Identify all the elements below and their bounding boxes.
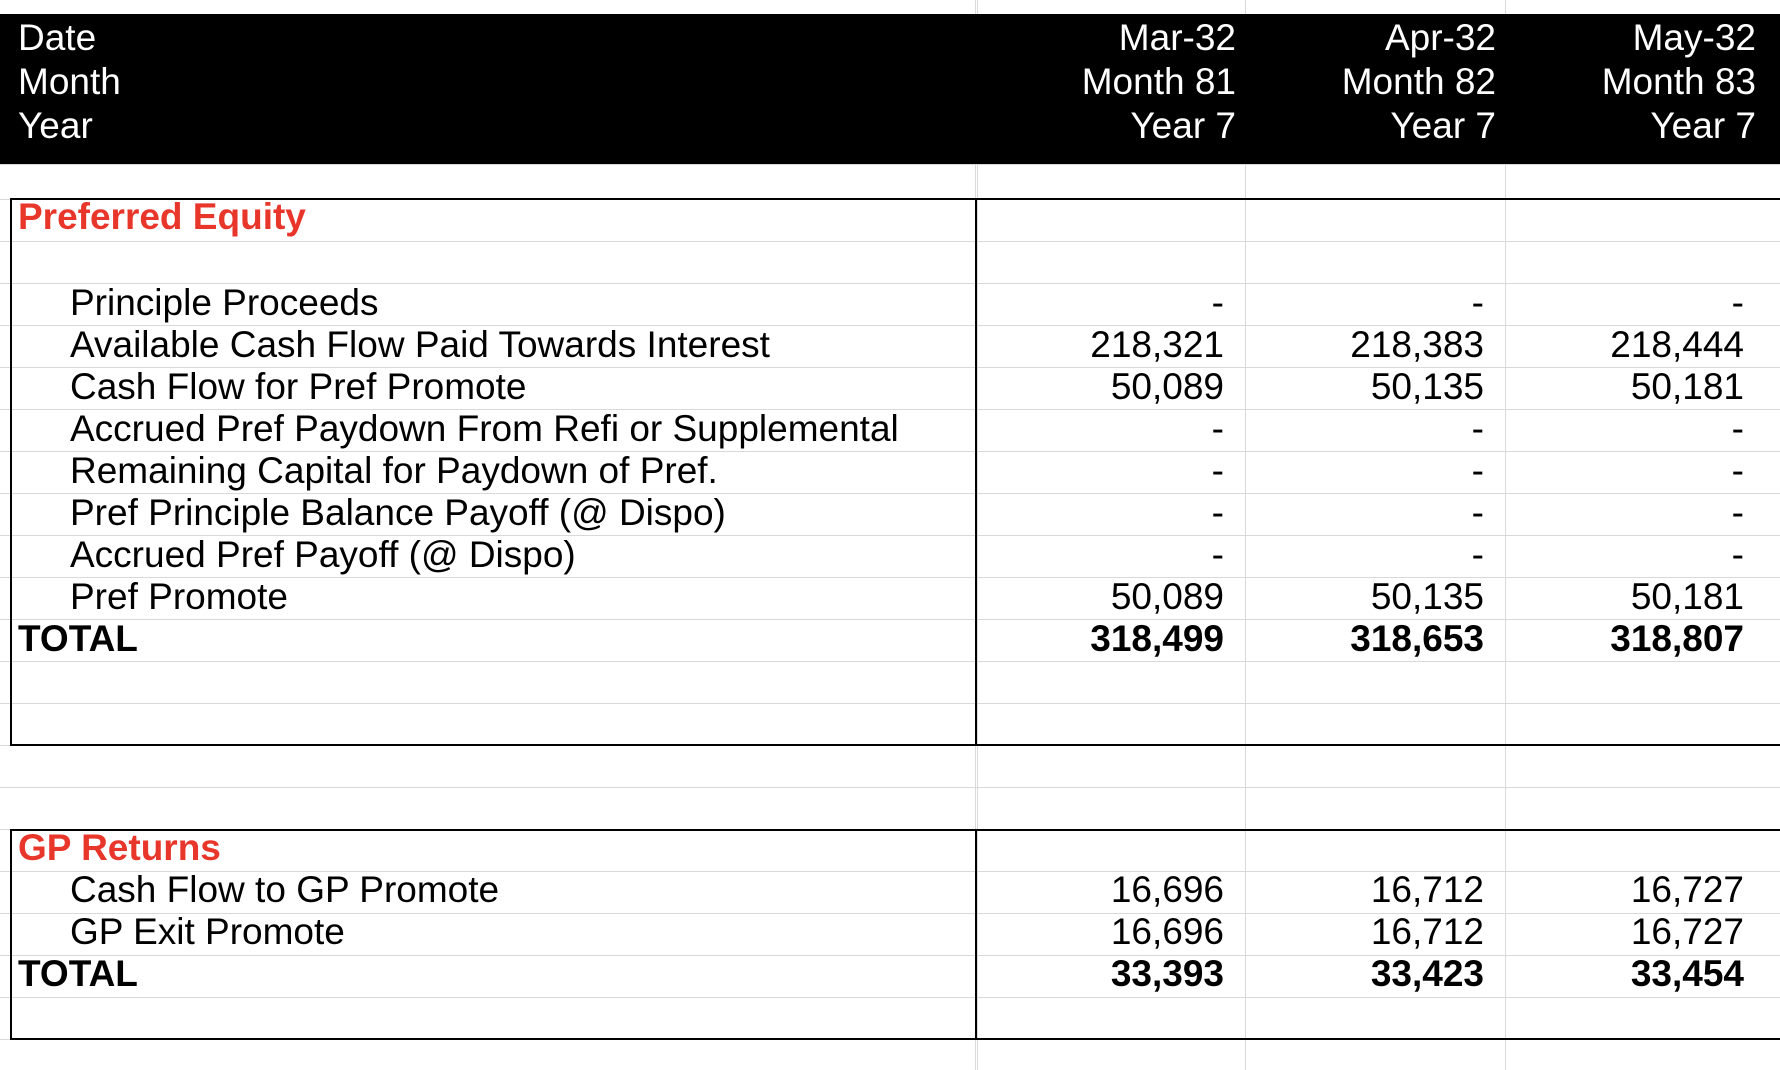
value-cell: - [1211,534,1224,575]
total-value-cell: 318,807 [1610,618,1744,659]
total-value-cell: 318,499 [1090,618,1224,659]
header-month-cell: Month 82 [1341,61,1496,102]
section-title-preferred-equity: Preferred Equity [18,196,306,237]
value-cell: 16,696 [1110,869,1224,910]
value-cell: 16,696 [1110,911,1224,952]
total-value-cell: 33,393 [1110,953,1224,994]
row-label: Pref Promote [70,576,288,617]
header-month-cell: Month 81 [1081,61,1236,102]
section-title-gp-returns: GP Returns [18,827,221,868]
preferred-equity-box-bottom-ext [975,744,1780,746]
value-cell: 50,181 [1630,576,1744,617]
value-cell: - [1211,282,1224,323]
row-label: GP Exit Promote [70,911,345,952]
preferred-equity-box-bottom [10,744,975,746]
value-cell: 218,383 [1350,324,1484,365]
total-value-cell: 318,653 [1350,618,1484,659]
gp-returns-box-bottom-ext [975,1038,1780,1040]
row-label: Pref Principle Balance Payoff (@ Dispo) [70,492,726,533]
value-cell: 50,135 [1370,576,1484,617]
header-label-date: Date [18,17,97,58]
preferred-equity-box-left [10,198,12,744]
value-cell: - [1471,282,1484,323]
total-value-cell: 33,454 [1630,953,1744,994]
value-cell: 16,712 [1370,869,1484,910]
total-label: TOTAL [18,618,138,659]
value-cell: - [1731,450,1744,491]
header-year-cell: Year 7 [1650,105,1756,146]
gp-returns-box-top-ext [975,829,1780,831]
header-label-year: Year [18,105,93,146]
value-cell: - [1731,534,1744,575]
value-cell: 50,135 [1370,366,1484,407]
preferred-equity-box-top-ext [975,198,1780,200]
value-cell: 50,181 [1630,366,1744,407]
row-label: Accrued Pref Payoff (@ Dispo) [70,534,576,575]
value-cell: - [1731,282,1744,323]
value-cell: 16,712 [1370,911,1484,952]
header-month-cell: Month 83 [1601,61,1756,102]
value-cell: - [1471,450,1484,491]
row-label: Cash Flow for Pref Promote [70,366,527,407]
value-cell: - [1731,408,1744,449]
header-date-cell: Mar-32 [1118,17,1236,58]
row-label: Available Cash Flow Paid Towards Interest [70,324,770,365]
value-cell: 16,727 [1630,869,1744,910]
value-cell: 50,089 [1110,576,1224,617]
value-cell: 218,321 [1090,324,1224,365]
header-date-cell: Apr-32 [1384,17,1496,58]
gridline-horizontal [0,997,1780,998]
gridline-horizontal [0,661,1780,662]
gridline-horizontal [0,241,1780,242]
gridline-horizontal [0,703,1780,704]
header-year-cell: Year 7 [1390,105,1496,146]
row-label: Principle Proceeds [70,282,379,323]
gridline-horizontal [0,164,1780,165]
total-label: TOTAL [18,953,138,994]
header-date-cell: May-32 [1632,17,1756,58]
row-label: Remaining Capital for Paydown of Pref. [70,450,718,491]
row-label: Cash Flow to GP Promote [70,869,500,910]
value-cell: 218,444 [1610,324,1744,365]
header-label-month: Month [18,61,121,102]
value-cell: 16,727 [1630,911,1744,952]
value-cell: - [1471,408,1484,449]
gp-returns-box-bottom [10,1038,975,1040]
value-cell: - [1211,408,1224,449]
total-value-cell: 33,423 [1370,953,1484,994]
row-label: Accrued Pref Paydown From Refi or Supplemental [70,408,899,449]
gp-returns-box-left [10,829,12,1038]
header-year-cell: Year 7 [1130,105,1236,146]
value-cell: - [1471,492,1484,533]
gridline-horizontal [0,787,1780,788]
value-cell: 50,089 [1110,366,1224,407]
value-cell: - [1211,492,1224,533]
value-cell: - [1211,450,1224,491]
value-cell: - [1471,534,1484,575]
value-cell: - [1731,492,1744,533]
